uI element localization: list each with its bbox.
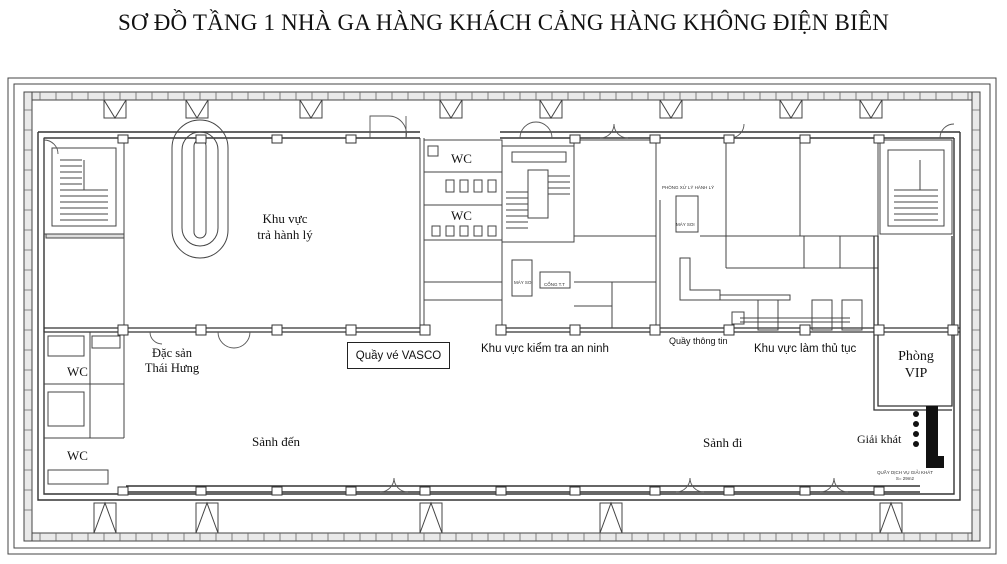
check-in-label: Khu vực làm thủ tục: [754, 343, 857, 355]
refreshment-counter: [913, 406, 944, 468]
wc-label: WC: [451, 151, 472, 166]
upper-right-offices: [700, 140, 878, 268]
refreshment-note: QUẦY DỊCH VỤ GIẢI KHÁT S= 29m2: [877, 470, 933, 481]
refreshments-label: Giải khát: [857, 432, 902, 446]
wc-lower-block: [44, 332, 124, 494]
gate-small-label: CỔNG T.T: [544, 282, 565, 287]
departure-hall-label: Sảnh đi: [703, 435, 743, 450]
bottom-pilasters: [94, 503, 902, 533]
wc-upper-block: [424, 140, 502, 330]
xray-small-label: MÁY SOI: [514, 280, 533, 285]
checkin-counters: [732, 300, 862, 330]
security-check-label: Khu vực kiểm tra an ninh: [481, 343, 609, 355]
security-rooms: [574, 140, 660, 330]
vip-room-label: Phòng VIP: [898, 349, 934, 381]
top-pilasters: [104, 100, 882, 118]
xray-small-label: MÁY SOI: [676, 222, 695, 227]
info-desk-label: Quầy thông tin: [669, 336, 728, 346]
wc-label: WC: [67, 448, 88, 463]
baggage-room-small-label: PHÒNG XỬ LÝ HÀNH LÝ: [662, 185, 715, 190]
central-stair: [502, 146, 574, 296]
wc-label: WC: [67, 364, 88, 379]
baggage-claim-label: Khu vực trả hành lý: [257, 211, 313, 242]
right-stair: [880, 140, 952, 234]
wc-label: WC: [451, 208, 472, 223]
baggage-wall: [420, 138, 424, 330]
left-stair: [44, 138, 124, 238]
ticket-counter-label: Quầy vé VASCO: [347, 342, 450, 369]
page-title: SƠ ĐỒ TẦNG 1 NHÀ GA HÀNG KHÁCH CẢNG HÀNG KHÔNG ĐIỆN BIÊN: [117, 10, 890, 35]
specialty-shop-label: Đặc sản Thái Hưng: [144, 346, 200, 375]
baggage-room: [676, 196, 790, 300]
vip-room: [874, 236, 952, 410]
inner-shell: [38, 132, 960, 500]
arrival-hall-label: Sảnh đến: [252, 434, 301, 449]
